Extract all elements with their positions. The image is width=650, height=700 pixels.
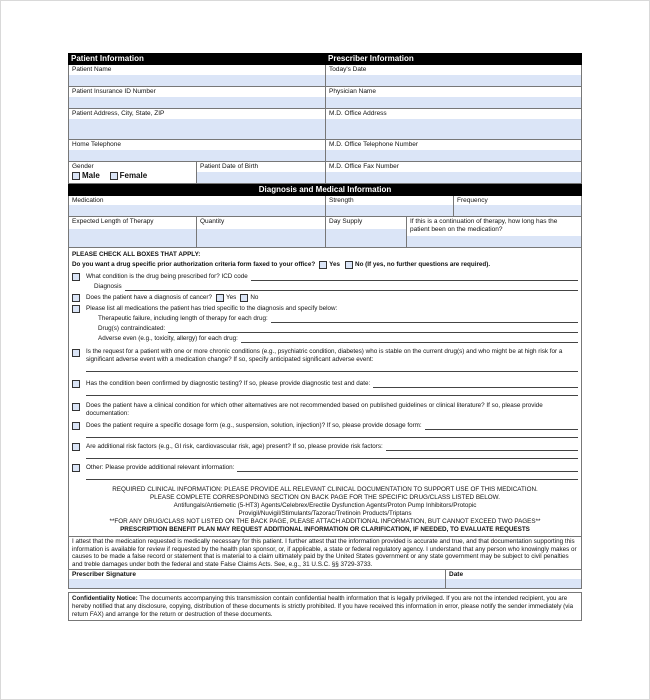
diagnosis-heading: Diagnosis and Medical Information — [258, 185, 392, 194]
day-supply-cell — [326, 217, 407, 247]
contraindicated-label: Drug(s) contraindicated: — [98, 325, 166, 332]
diagnosis-header — [68, 184, 582, 196]
therapy-length-field[interactable] — [69, 229, 196, 247]
risk-line-2[interactable] — [86, 451, 578, 459]
dosage-line-2[interactable] — [86, 430, 578, 438]
md-fax-field[interactable] — [326, 172, 581, 183]
dosage-checkbox[interactable] — [72, 422, 80, 430]
female-label: Female — [119, 171, 148, 180]
dob-cell — [197, 162, 326, 183]
md-phone-field[interactable] — [326, 150, 581, 161]
home-phone-label: Home Telephone — [72, 141, 122, 148]
form-no-label: No (If yes, no further questions are required). — [355, 261, 491, 268]
risk-line[interactable] — [386, 444, 578, 451]
frequency-cell — [454, 196, 581, 216]
failure-label: Therapeutic failure, including length of therapy for each drug: — [98, 315, 268, 322]
risk-checkbox[interactable] — [72, 443, 80, 451]
home-phone-field[interactable] — [69, 150, 325, 161]
risk-question: Are additional risk factors (e.g., GI risk, cardiovascular risk, age) present? If so, please provide risk factors: — [86, 443, 383, 450]
diagnosis-line[interactable] — [125, 284, 578, 291]
md-address-cell — [326, 109, 581, 139]
confidentiality-label: Confidentiality Notice: — [72, 595, 138, 603]
md-address-label: M.D. Office Address — [329, 110, 387, 117]
patient-name-field[interactable] — [69, 75, 325, 86]
continuation-label: If this is a continuation of therapy, how long has the patient been on the medication? — [410, 218, 558, 233]
condition-checkbox[interactable] — [72, 273, 80, 281]
strength-cell — [326, 196, 454, 216]
chronic-question: Is the request for a patient with one or more chronic conditions (e.g., psychiatric condition, diabetes) who is stable on the current drug(s) and who might be at high risk for a significant adverse event with a medication change? If so, specify anticipated significant adverse event: — [86, 348, 563, 363]
physician-name-cell — [326, 87, 581, 108]
therapy-length-cell — [69, 217, 197, 247]
home-phone-cell — [69, 140, 326, 161]
continuation-field[interactable] — [407, 236, 581, 247]
cancer-yes-label: Yes — [226, 294, 237, 301]
clinical-row — [72, 402, 578, 418]
testing-line-2[interactable] — [86, 388, 578, 396]
required-line-6: PRESCRIPTION BENEFIT PLAN MAY REQUEST ADDITIONAL INFORMATION OR CLARIFICATION, IF NEEDED, TO EVALUATE REQUESTS — [120, 526, 530, 533]
gender-label: Gender — [72, 163, 94, 170]
insurance-id-label: Patient Insurance ID Number — [72, 88, 156, 95]
quantity-cell — [197, 217, 326, 247]
dosage-question: Does the patient require a specific dosage form (e.g., suspension, solution, injection)? If so, please provide dosage form: — [86, 422, 422, 429]
quantity-label: Quantity — [200, 218, 225, 225]
testing-line[interactable] — [373, 381, 578, 388]
male-checkbox[interactable] — [72, 172, 80, 180]
condition-question: What condition is the drug being prescribed for? ICD code — [86, 273, 248, 280]
adverse-line[interactable] — [241, 336, 578, 343]
dosage-row — [72, 422, 578, 430]
md-address-field[interactable] — [326, 119, 581, 139]
meds-question: Please list all medications the patient has tried specific to the diagnosis and specify below: — [86, 305, 338, 312]
prescriber-signature-field[interactable] — [69, 579, 445, 588]
patient-info-heading: Patient Information — [71, 54, 144, 63]
form-yes-checkbox[interactable] — [319, 261, 327, 269]
cancer-no-checkbox[interactable] — [240, 294, 248, 302]
therapy-length-label: Expected Length of Therapy — [72, 218, 154, 225]
chronic-line[interactable] — [86, 364, 578, 372]
cancer-no-label: No — [250, 294, 259, 301]
dosage-line[interactable] — [425, 423, 578, 430]
prescriber-info-heading: Prescriber Information — [328, 54, 414, 63]
medication-field[interactable] — [69, 205, 325, 216]
icd-code-line[interactable] — [251, 274, 578, 281]
day-supply-label: Day Supply — [329, 218, 363, 225]
confidentiality-notice — [68, 592, 582, 621]
adverse-row — [72, 335, 578, 343]
failure-row — [72, 315, 578, 323]
other-row — [72, 464, 578, 472]
md-phone-cell — [326, 140, 581, 161]
checklist-heading: PLEASE CHECK ALL BOXES THAT APPLY: — [72, 251, 201, 258]
other-line[interactable] — [237, 465, 578, 472]
failure-line[interactable] — [271, 316, 578, 323]
md-phone-label: M.D. Office Telephone Number — [329, 141, 418, 148]
patient-address-cell — [69, 109, 326, 139]
patient-name-label: Patient Name — [72, 66, 112, 73]
cancer-row — [72, 294, 578, 302]
todays-date-cell — [326, 65, 581, 86]
insurance-id-cell — [69, 87, 326, 108]
prescriber-signature-cell — [69, 570, 446, 588]
medication-label: Medication — [72, 197, 104, 204]
meds-checkbox[interactable] — [72, 305, 80, 313]
form-request-row — [72, 261, 578, 269]
required-line-4: Provigil/Nuvigil/Stimulants/Tazorac/Tretinoin Products/Triptans — [238, 510, 412, 517]
continuation-cell — [407, 217, 581, 247]
physician-name-field[interactable] — [326, 97, 581, 108]
signature-row — [68, 570, 582, 589]
strength-label: Strength — [329, 197, 354, 204]
confidentiality-text: The documents accompanying this transmission contain confidential health information that is legally privileged. If you are not the intended recipient, you are hereby notified that any disclosure, copying, distribution of these documents is strictly prohibited. If you have received this information in error, please notify the sender immediately (via return FAX) and arrange for the return or destruction of these documents. — [72, 595, 574, 618]
chronic-checkbox[interactable] — [72, 349, 80, 357]
md-fax-label: M.D. Office Fax Number — [329, 163, 399, 170]
form-yes-label: Yes — [329, 261, 341, 268]
frequency-field[interactable] — [454, 205, 581, 216]
signature-date-cell — [446, 570, 581, 588]
clinical-question: Does the patient have a clinical condition for which other alternatives are not recommended based on published guidelines or clinical literature? If so, please provide documentation: — [86, 402, 543, 417]
attestation: I attest that the medication requested is medically necessary for this patient. I further attest that the information provided is accurate and true, and that documentation supporting this information is available for review if requested by the health plan sponsor, or, if applicable, a state or federal regulatory agency. I understand that any person who knowingly makes or causes to be made a false record or statement that is material to a claim ultimately paid by the United States government or any state government may be subject to civil penalties and treble damages under both the federal and state False Claims Acts. See, e.g., 31 U.S.C. §§ 3729-3733. — [68, 537, 582, 570]
form-request-question: Do you want a drug specific prior authorization criteria form faxed to your office? — [72, 261, 316, 268]
signature-date-label: Date — [449, 571, 464, 579]
prior-auth-form — [68, 53, 582, 621]
diagnosis-label: Diagnosis — [94, 283, 122, 290]
condition-row — [72, 273, 578, 281]
day-supply-field[interactable] — [326, 229, 406, 247]
strength-field[interactable] — [326, 205, 453, 216]
clinical-checkbox[interactable] — [72, 403, 80, 411]
diagnosis-row — [72, 283, 578, 291]
chronic-row — [72, 348, 578, 364]
meds-row — [72, 305, 578, 313]
other-line-2[interactable] — [86, 472, 578, 480]
required-line-5: **FOR ANY DRUG/CLASS NOT LISTED ON THE BACK PAGE, PLEASE ATTACH ADDITIONAL INFORMATION, BUT CANNOT EXCEED TWO PAGES** — [109, 518, 541, 525]
todays-date-field[interactable] — [326, 75, 581, 86]
checklist-section — [68, 248, 582, 537]
gender-cell — [69, 162, 197, 183]
required-line-3: Antifungals/Antiemetic (5-HT3) Agents/Celebrex/Erectile Dysfunction Agents/Proton Pump Inhibitors/Protopic — [173, 502, 477, 509]
cancer-yes-checkbox[interactable] — [216, 294, 224, 302]
other-question: Other: Please provide additional relevant information: — [86, 464, 235, 471]
gender-female-option[interactable] — [110, 171, 148, 180]
required-line-2: PLEASE COMPLETE CORRESPONDING SECTION ON BACK PAGE FOR THE SPECIFIC DRUG/CLASS LISTED BELOW. — [149, 494, 500, 501]
patient-name-cell — [69, 65, 326, 86]
required-info — [72, 486, 578, 534]
todays-date-label: Today's Date — [329, 66, 367, 73]
cancer-checkbox[interactable] — [72, 294, 80, 302]
male-label: Male — [82, 171, 100, 180]
testing-checkbox[interactable] — [72, 380, 80, 388]
prescriber-signature-label: Prescriber Signature — [72, 571, 136, 579]
gender-male-option[interactable] — [72, 171, 100, 180]
testing-question: Has the condition been confirmed by diagnostic testing? If so, please provide diagnostic test and date: — [86, 380, 371, 387]
contraindicated-line[interactable] — [168, 326, 578, 333]
form-no-checkbox[interactable] — [345, 261, 353, 269]
patient-address-field[interactable] — [69, 119, 325, 139]
risk-row — [72, 443, 578, 451]
patient-address-label: Patient Address, City, State, ZIP — [72, 110, 165, 117]
cancer-question: Does the patient have a diagnosis of cancer? — [86, 294, 213, 301]
testing-row — [72, 380, 578, 388]
signature-date-field[interactable] — [446, 579, 581, 588]
required-line-1: REQUIRED CLINICAL INFORMATION: PLEASE PROVIDE ALL RELEVANT CLINICAL DOCUMENTATION TO SUPPORT USE OF THIS MEDICATION. — [112, 486, 538, 493]
section-header — [68, 53, 582, 65]
md-fax-cell — [326, 162, 581, 183]
insurance-id-field[interactable] — [69, 97, 325, 108]
quantity-field[interactable] — [197, 229, 325, 247]
dob-field[interactable] — [197, 172, 325, 183]
adverse-label: Adverse even (e.g., toxicity, allergy) for each drug: — [98, 335, 238, 342]
contraindicated-row — [72, 325, 578, 333]
frequency-label: Frequency — [457, 197, 488, 204]
other-checkbox[interactable] — [72, 464, 80, 472]
female-checkbox[interactable] — [110, 172, 118, 180]
physician-name-label: Physician Name — [329, 88, 376, 95]
medication-cell — [69, 196, 326, 216]
dob-label: Patient Date of Birth — [200, 163, 259, 170]
